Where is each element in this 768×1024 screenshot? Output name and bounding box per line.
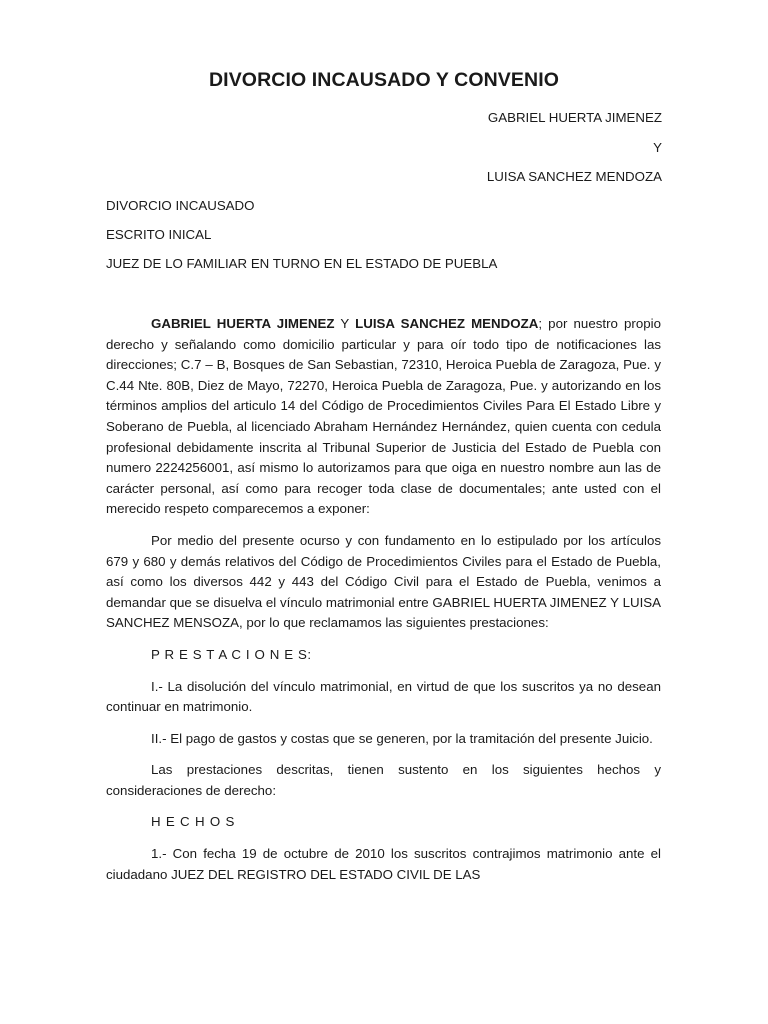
- document-title: DIVORCIO INCAUSADO Y CONVENIO: [209, 69, 559, 91]
- prestacion-2: II.- El pago de gastos y costas que se generen, por la tramitación del presente Juicio.: [151, 730, 653, 746]
- party-1-line: GABRIEL HUERTA JIMENEZ: [487, 110, 662, 125]
- intro-text: ; por nuestro propio derecho y señalando como domicilio particular y para oír todo tipo de notificaciones las direcciones; C.7 – B, Bosques de San Sebastian, 72310, Heroica Puebla de Zaragoza, Pue. y C.44 Nte. 80B, Diez de Mayo, 72270, Heroica Puebla de Zaragoza, Pue. y autorizando en los términos amplios del articulo 14 del Código de Procedimientos Civiles Para El Estado Libre y Soberano de Puebla, al licenciado Abraham Hernández Hernández, quien cuenta con cedula profesional debidamente inscrita al Tribunal Superior de Justicia del Estado de Puebla con numero 2224256001, así mismo lo autorizamos para que oiga en nuestro nombre aun las de carácter personal, así como para recoger toda clase de documentales; ante usted con el merecido respeto comparecemos a exponer:: [106, 316, 661, 517]
- document-body: [106, 314, 661, 896]
- intro-name-1: GABRIEL HUERTA JIMENEZ: [151, 316, 335, 331]
- case-type: DIVORCIO INCAUSADO: [106, 198, 255, 213]
- intro-and: Y: [334, 316, 356, 331]
- paragraph-2: Por medio del presente ocurso y con fundamento en lo estipulado por los artículos 679 y 680 y demás relativos del Código de Procedimientos Civiles para el Estado de Puebla, así como los diversos 442 y 443 del Código Civil para el Estado de Puebla, venimos a demandar que se disuelva el vínculo matrimonial entre GABRIEL HUERTA JIMENEZ Y LUISA SANCHEZ MENSOZA, por lo que reclamamos las siguientes prestaciones:: [106, 532, 661, 631]
- hecho-1: 1.- Con fecha 19 de octubre de 2010 los suscritos contrajimos matrimonio ante el ciudadano JUEZ DEL REGISTRO DEL ESTADO CIVIL DE LAS: [106, 846, 661, 882]
- paragraph-3: Las prestaciones descritas, tienen sustento en los siguientes hechos y consideraciones de derecho:: [106, 762, 661, 798]
- prestacion-1: I.- La disolución del vínculo matrimonial, en virtud de que los suscritos ya no desean continuar en matrimonio.: [106, 678, 661, 715]
- connector-line: Y: [653, 140, 662, 155]
- hechos-heading: H E C H O S: [151, 814, 236, 830]
- intro-name-2: LUISA SANCHEZ MENDOZA: [355, 316, 539, 331]
- prestaciones-heading: P R E S T A C I O N E S:: [151, 646, 312, 662]
- party-2-line: LUISA SANCHEZ MENDOZA: [486, 169, 662, 184]
- intro-paragraph: [106, 314, 661, 520]
- document-type: ESCRITO INICAL: [106, 227, 212, 242]
- addressee: JUEZ DE LO FAMILIAR EN TURNO EN EL ESTADO DE PUEBLA: [106, 256, 498, 271]
